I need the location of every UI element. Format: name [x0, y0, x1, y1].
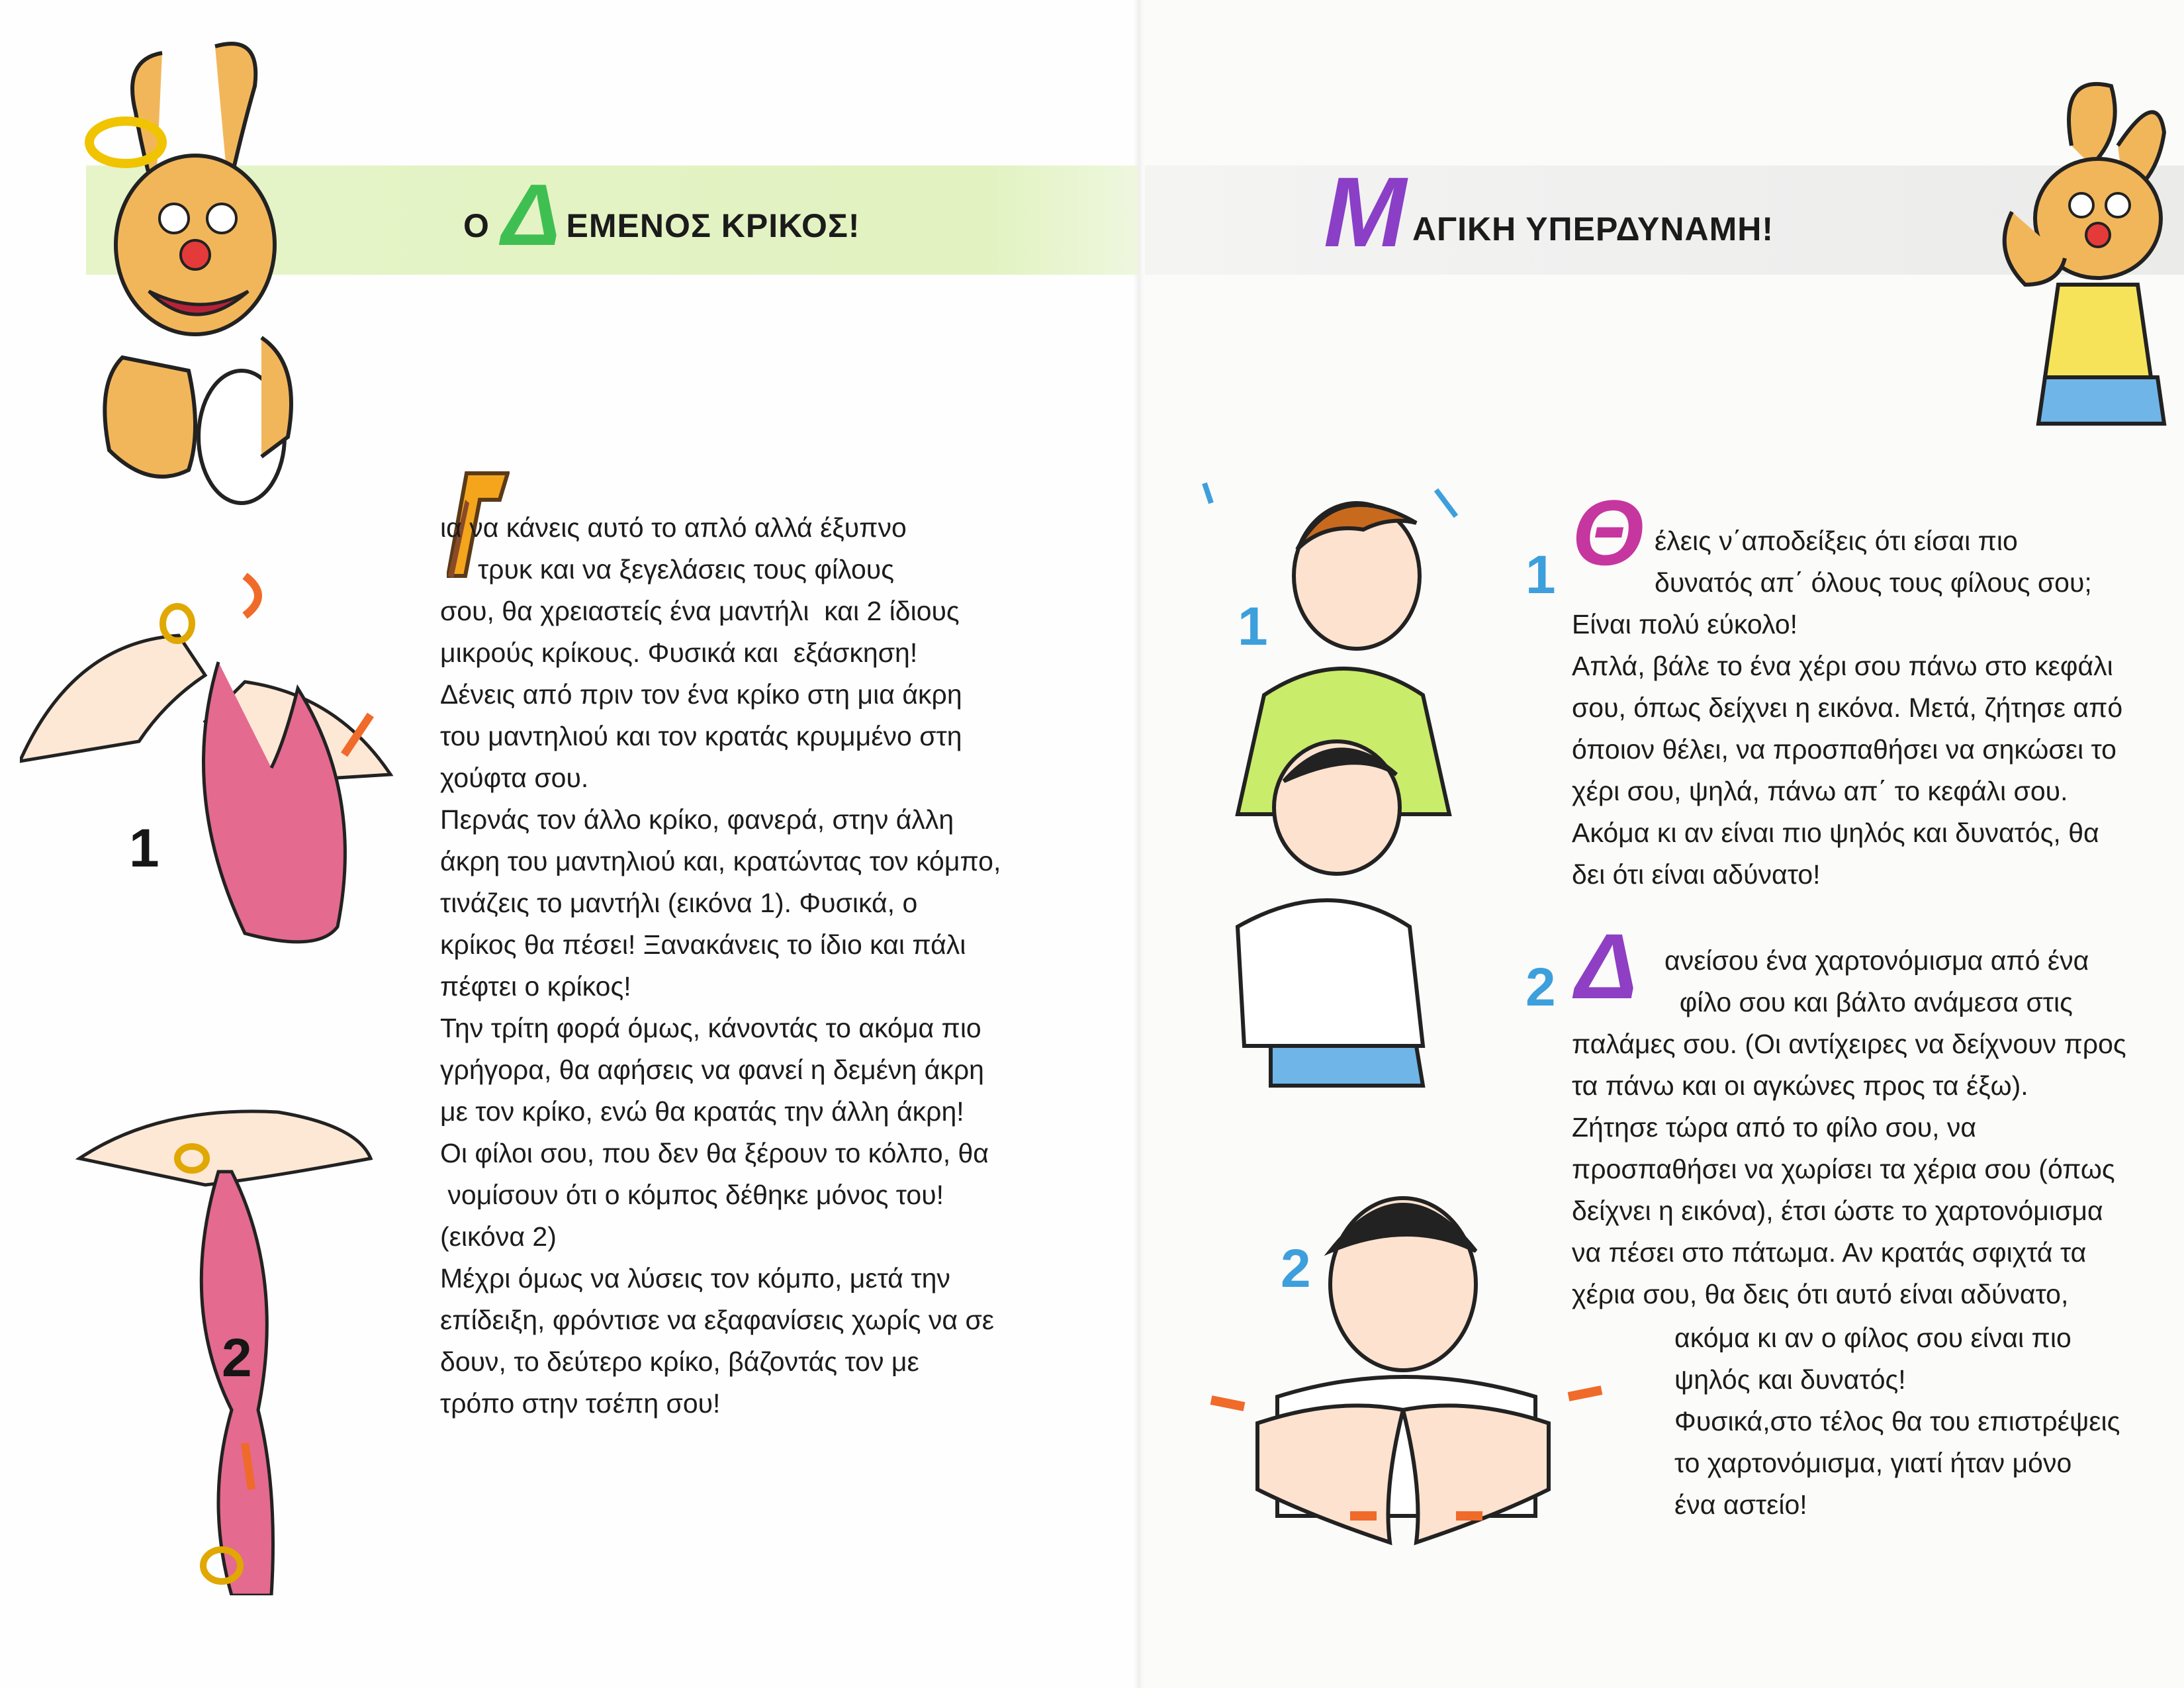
step2-tail-text: ακόμα κι αν ο φίλος σου είναι πιο ψηλός και δυνατός! Φυσικά,στο τέλος θα του επιστρέψεις το χαρτονόμισμα, γιατί ήταν μόνο ένα αστείο!	[1674, 1323, 2120, 1520]
figure-label-1: 1	[1238, 596, 1268, 657]
rabbit-flexing-illustration	[1959, 66, 2177, 437]
dropcap-delta: Δ	[1575, 914, 1637, 1018]
step1-body-text: Είναι πολύ εύκολο! Απλά, βάλε το ένα χέρι σου πάνω στο κεφάλι σου, όπως δείχνει η εικόνα. Μετά, ζήτησε από όποιον θέλει, να προσπαθήσει να σηκώσει το χέρι σου, ψηλά, πάνω απ΄ το κεφάλι σου. Ακόμα κι αν είναι πιο ψηλός και δυνατός, θα δει ότι είναι αδύνατο!	[1572, 609, 2123, 890]
left-page-title	[463, 166, 860, 263]
right-page-title	[1324, 156, 1774, 267]
boy-hand-on-head-illustration	[1191, 477, 1535, 1092]
step-number-2: 2	[1525, 957, 1556, 1017]
left-body-text: ια να κάνεις αυτό το απλό αλλά έξυπνο τρυκ και να ξεγελάσεις τους φίλους σου, θα χρειαστείς ένα μαντήλι και 2 ίδιους μικρούς κρίκους. Φυσικά και εξάσκηση! Δένεις από πριν τον ένα κρίκο στη μια άκρη του μαντηλιού και τον κρατάς κρυμμένο στη χούφτα σου. Περνάς τον άλλο κρίκο, φανερά, στην άλλη άκρη του μαντηλιού και, κρατώντας τον κόμπο, τινάζεις το μαντήλι (εικόνα 1). Φυσικά, ο κρίκος θα πέσει! Ξανακάνεις το ίδιο και πάλι πέφτει ο κρίκος! Την τρίτη φορά όμως, κάνοντάς το ακόμα πιο γρήγορα, θα αφήσεις να φανεί η δεμένη άκρη με τον κρίκο, ενώ θα κρατάς την άλλη άκρη! Οι φίλοι σου, που δεν θα ξέρουν το κόλπο, θα νομίσουν ότι ο κόμπος δέθηκε μόνος του! (εικόνα 2) Μέχρι όμως να λύσεις τον κόμπο, μετά την επίδειξη, φρόντισε να εξαφανίσεις χωρίς να σε δουν, το δεύτερο κρίκο, βάζοντάς τον με τρόπο στην τσέπη σου!	[440, 512, 1001, 1419]
title-prefix: Ο	[463, 207, 490, 244]
title-rest: ΑΓΙΚΗ ΥΠΕΡΔΥΝΑΜΗ!	[1412, 211, 1774, 248]
step2-body-text: παλάμες σου. (Οι αντίχειρες να δείχνουν προς τα πάνω και οι αγκώνες προς τα έξω). Ζήτησε τώρα από το φίλο σου, να προσπαθήσει να χωρίσει τα χέρια σου (όπως δείχνει η εικόνα), έτσι ώστε το χαρτονόμισμα να πέσει στο πάτωμα. Αν κρατάς σφιχτά τα χέρια σου, θα δεις ότι αυτό είναι αδύνατο,	[1572, 1029, 2126, 1309]
rabbit-with-ring-illustration	[63, 26, 341, 516]
title-initial-mu: Μ	[1324, 156, 1407, 267]
dropcap-theta: Θ	[1572, 481, 1644, 585]
boy-palms-together-illustration	[1191, 1178, 1621, 1549]
step-number-1: 1	[1525, 545, 1556, 605]
step1-lead-text: έλεις ν΄αποδείξεις ότι είσαι πιο δυνατός απ΄ όλους τους φίλους σου;	[1655, 526, 2092, 598]
title-rest: ΕΜΕΝΟΣ ΚΡΙΚΟΣ!	[566, 207, 860, 244]
step2-lead-text: ανείσου ένα χαρτονόμισμα από ένα φίλο σου και βάλτο ανάμεσα στις	[1664, 945, 2089, 1017]
figure-label-2: 2	[1281, 1239, 1311, 1299]
hands-kerchief-illustration	[20, 563, 397, 1595]
title-initial-delta: Δ	[501, 166, 561, 263]
figure-label-2: 2	[222, 1328, 252, 1388]
figure-label-1: 1	[129, 818, 159, 878]
